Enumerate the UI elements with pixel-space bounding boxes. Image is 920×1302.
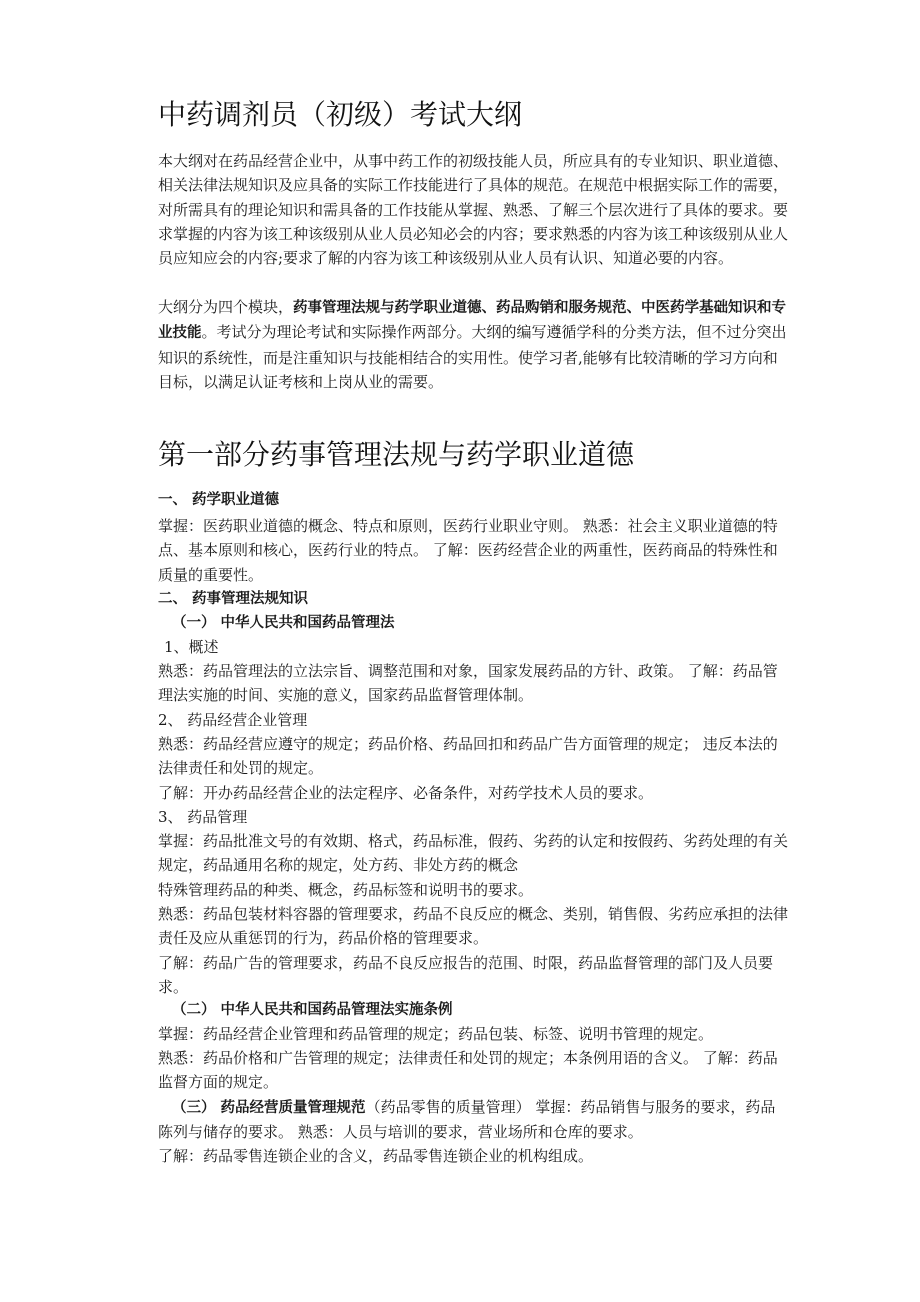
intro-paragraph-2	[158, 295, 788, 394]
item-2-text-2: 了解：开办药品经营企业的法定程序、必备条件，对药学技术人员的要求。	[158, 784, 654, 802]
subsection-3-paragraph	[158, 1095, 788, 1145]
section-1-text: 掌握：医药职业道德的概念、特点和原则，医药行业职业守则。 熟悉：社会主义职业道德的特点、基本原则和核心，医药行业的特点。 了解：医药经营企业的两重性，医药商品的特殊性和质量的重要性。	[158, 517, 778, 584]
item-3-text-3: 熟悉：药品包装材料容器的管理要求，药品不良反应的概念、类别，销售假、劣药应承担的法律责任及应从重惩罚的行为，药品价格的管理要求。	[158, 905, 789, 948]
item-1-text: 熟悉：药品管理法的立法宗旨、调整范围和对象，国家发展药品的方针、政策。 了解：药品管理法实施的时间、实施的意义，国家药品监督管理体制。	[158, 662, 778, 705]
intro-paragraph-1: 本大纲对在药品经营企业中，从事中药工作的初级技能人员，所应具有的专业知识、职业道德、相关法律法规知识及应具备的实际工作技能进行了具体的规范。在规范中根据实际工作的需要，对所需具有的理论知识和需具备的工作技能从掌握、熟悉、了解三个层次进行了具体的要求。要求掌握的内容为该工种该级别从业人员必知必会的内容；要求熟悉的内容为该工种该级别从业人员应知应会的内容;要求了解的内容为该工种该级别从业人员有认识、知道必要的内容。	[158, 152, 789, 268]
intro-p2-modules: 药事管理法规与药学职业道德、药品购销和服务规范、中医药学基础知识和专业技能	[158, 300, 787, 342]
subsection-2-text-2: 熟悉：药品价格和广告管理的规定；法律责任和处罚的规定；本条例用语的含义。 了解：药品监督方面的规定。	[158, 1049, 778, 1092]
item-3-text-2: 特殊管理药品的种类、概念，药品标签和说明书的要求。	[158, 881, 534, 899]
part1-title: 第一部分药事管理法规与药学职业道德	[158, 438, 635, 471]
section-1-heading: 一、 药学职业道德	[158, 492, 280, 508]
subsection-3-text: （药品零售的质量管理） 掌握：药品销售与服务的要求，药品陈列与储存的要求。 熟悉：人员与培训的要求，营业场所和仓库的要求。	[158, 1098, 776, 1142]
item-3-text-1: 掌握：药品批准文号的有效期、格式，药品标准，假药、劣药的认定和按假药、劣药处理的有关规定，药品通用名称的规定，处方药、非处方药的概念	[158, 832, 789, 875]
subsection-3-text-2: 了解：药品零售连锁企业的含义，药品零售连锁企业的机构组成。	[158, 1147, 594, 1165]
subsection-2-text-1: 掌握：药品经营企业管理和药品管理的规定；药品包装、标签、说明书管理的规定。	[158, 1025, 714, 1043]
item-1-heading: 1、概述	[164, 638, 219, 656]
item-3-text-4: 了解：药品广告的管理要求，药品不良反应报告的范围、时限，药品监督管理的部门及人员要求。	[158, 954, 774, 997]
subsection-1-heading: （一） 中华人民共和国药品管理法	[172, 615, 395, 631]
item-3-heading: 3、 药品管理	[158, 808, 248, 826]
subsection-3-heading: （三） 药品经营质量管理规范	[172, 1100, 366, 1116]
item-2-heading: 2、 药品经营企业管理	[158, 711, 308, 729]
intro-p2-suffix: 。考试分为理论考试和实际操作两部分。大纲的编写遵循学科的分类方法，但不过分突出知识的系统性，而是注重知识与技能相结合的实用性。使学习者,能够有比较清晰的学习方向和目标，以满足认证考核和上岗从业的需要。	[158, 323, 787, 391]
intro-p2-prefix: 大纲分为四个模块，	[158, 298, 294, 316]
subsection-2-heading: （二） 中华人民共和国药品管理法实施条例	[172, 1002, 453, 1018]
section-2-heading: 二、 药事管理法规知识	[158, 591, 309, 607]
item-2-text-1: 熟悉：药品经营应遵守的规定；药品价格、药品回扣和药品广告方面管理的规定； 违反本法的法律责任和处罚的规定。	[158, 735, 778, 778]
document-title: 中药调剂员（初级）考试大纲	[158, 98, 523, 131]
